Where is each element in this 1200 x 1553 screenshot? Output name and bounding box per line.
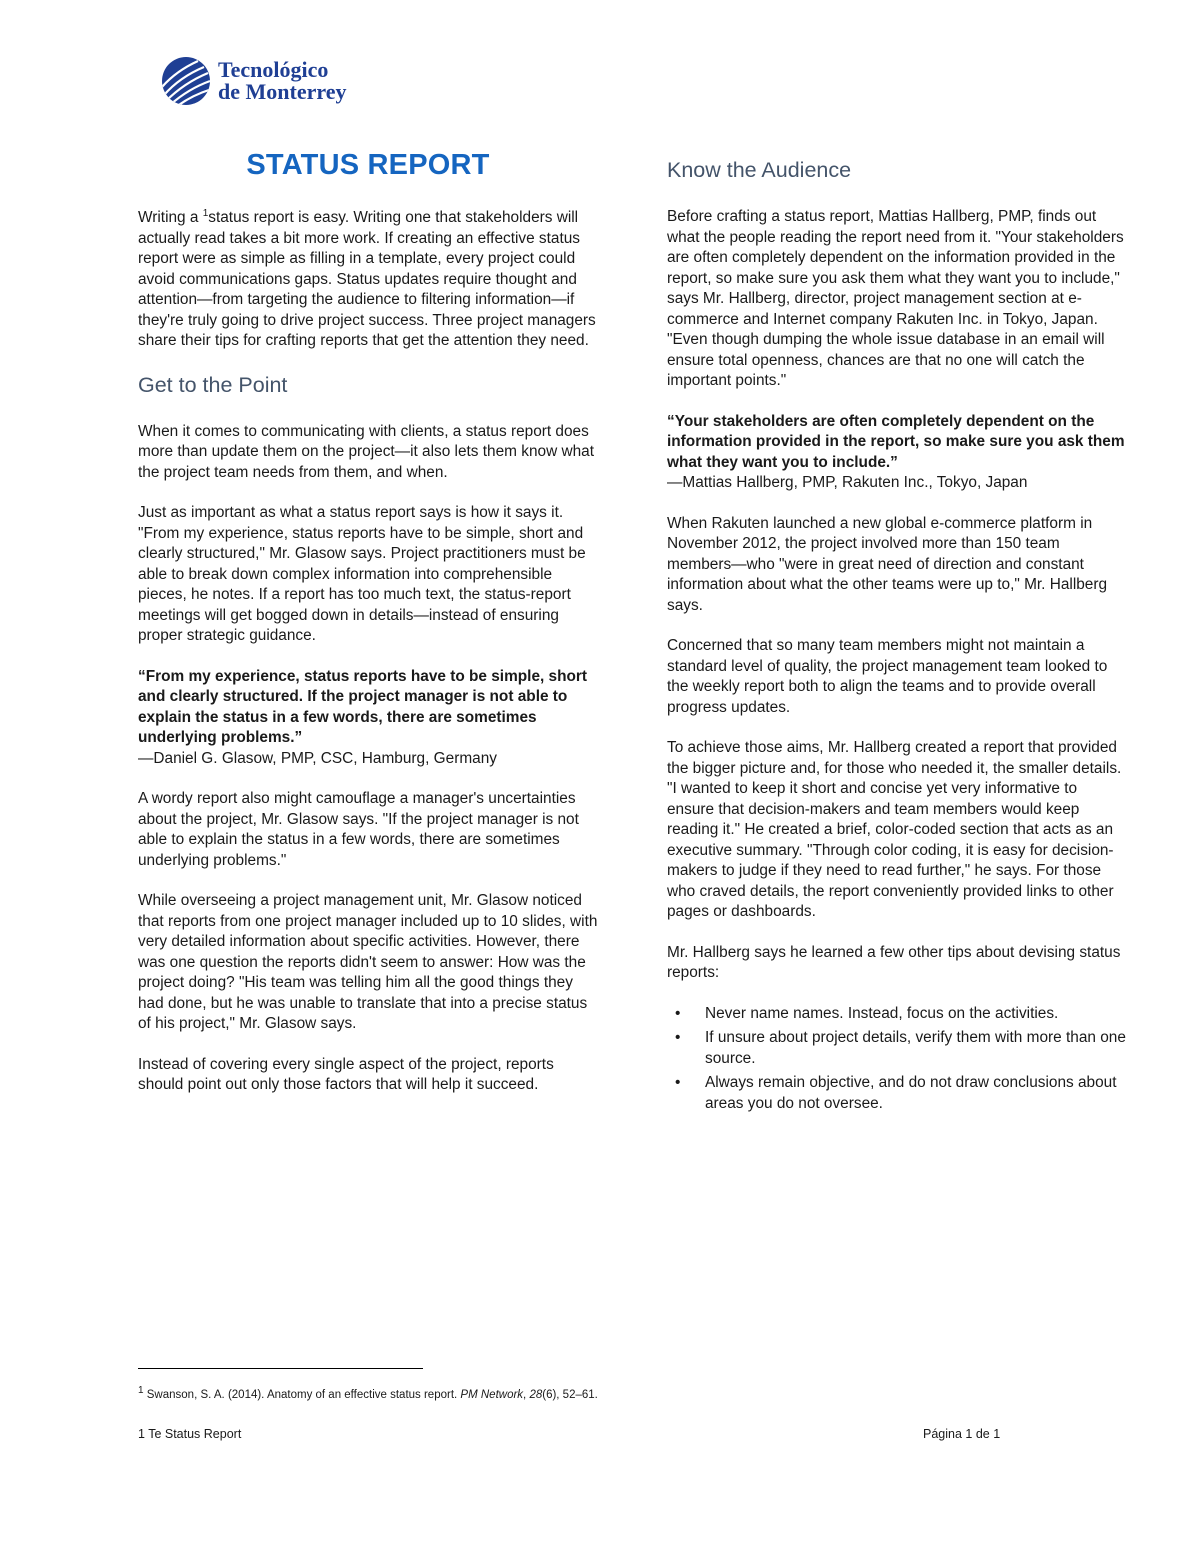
footnote-reference: 1 <box>202 208 209 219</box>
footnote-pages: , 52–61. <box>556 1388 598 1401</box>
intro-paragraph <box>138 204 598 352</box>
paragraph: Mr. Hallberg says he learned a few other tips about devising status reports: <box>667 943 1121 981</box>
logo-line-2: de Monterrey <box>218 79 347 104</box>
footer-page-number: Página 1 de 1 <box>923 1427 1001 1441</box>
list-item <box>675 1004 1127 1025</box>
right-column <box>667 145 1127 1118</box>
document-title: STATUS REPORT <box>246 149 490 181</box>
footnote-journal: PM Network <box>460 1388 524 1401</box>
logo-line-1: Tecnológico <box>218 57 329 82</box>
institution-logo <box>160 55 347 107</box>
paragraph: To achieve those aims, Mr. Hallberg created a report that provided the bigger picture and, for those who needed it, the smaller details. "I wanted to keep it short and concise yet very informative to ensure that decision-makers and team members would keep reading it." He created a brief, color-coded section that acts as an executive summary. "Through color coding, it is easy for decision-makers to judge if they need to read further," he says. For those who craved details, the report conveniently provided links to other pages or dashboards. <box>667 739 1122 920</box>
list-item-text: Never name names. Instead, focus on the activities. <box>705 1004 1059 1022</box>
footnote-authors: Swanson, S. A. (2014). Anatomy of an effective status report. <box>143 1388 461 1401</box>
footnote-issue: (6) <box>542 1388 557 1401</box>
paragraph: When it comes to communicating with clients, a status report does more than update them on the project—it also lets them know what the project team needs from them, and when. <box>138 422 594 481</box>
paragraph: Instead of covering every single aspect of the project, reports should point out only those factors that will help it succeed. <box>138 1055 554 1094</box>
section-heading-get-to-the-point: Get to the Point <box>138 372 288 397</box>
pull-quote-attribution: —Mattias Hallberg, PMP, Rakuten Inc., Tokyo, Japan <box>667 474 1028 491</box>
footnote-marker: 1 <box>138 1385 144 1396</box>
paragraph: Just as important as what a status report says is how it says it. "From my experience, status reports have to be simple, short and clearly structured," Mr. Glasow says. Project practitioners must be able to break down complex information into comprehensible pieces, he notes. If a report has too much text, the status-report meetings will get bogged down in details—instead of ensuring proper strategic guidance. <box>138 504 586 645</box>
bullet-icon: • <box>675 1004 681 1022</box>
pull-quote-text: “Your stakeholders are often completely dependent on the information provided in the report, so make sure you ask them what they want you to include.” <box>667 412 1125 471</box>
tips-list <box>667 1004 1127 1115</box>
pull-quote <box>138 667 598 770</box>
pull-quote-text: “From my experience, status reports have to be simple, short and clearly structured. If the project manager is not able to explain the status in a few words, there are sometimes underlying problems.” <box>138 667 588 747</box>
pull-quote-attribution: —Daniel G. Glasow, PMP, CSC, Hamburg, Germany <box>138 749 497 767</box>
footnote-volume: 28 <box>529 1388 543 1401</box>
paragraph: While overseeing a project management unit, Mr. Glasow noticed that reports from one project manager included up to 10 slides, with very detailed information about specific activities. However, there was one question the reports didn't seem to answer: How was the project doing? "His team was telling him all the good things they had done, but he was unable to translate that into a precise status of his project," Mr. Glasow says. <box>138 892 598 1033</box>
paragraph: Before crafting a status report, Mattias Hallberg, PMP, finds out what the people reading the report need from it. "Your stakeholders are often completely dependent on the information provided in the report, so make sure you ask them what they want you to include," says Mr. Hallberg, director, project management section at e-commerce and Internet company Rakuten Inc. in Tokyo, Japan. "Even though dumping the whole issue database in an email will ensure total openness, chances are that no one will catch the important points." <box>667 208 1124 389</box>
list-item <box>675 1073 1127 1114</box>
intro-text-a: Writing a <box>138 209 203 227</box>
bullet-icon: • <box>675 1029 681 1046</box>
left-column <box>138 145 598 1116</box>
paragraph: Concerned that so many team members might not maintain a standard level of quality, the project management team looked to the weekly report both to align the teams and to provide overall progress updates. <box>667 637 1108 716</box>
footnote-separator <box>138 1368 423 1369</box>
paragraph: When Rakuten launched a new global e-commerce platform in November 2012, the project involved more than 150 team members—who "were in great need of direction and constant information about what the other teams were up to," Mr. Hallberg says. <box>667 514 1108 614</box>
list-item <box>675 1028 1127 1069</box>
footnote-separator-text: , <box>523 1388 530 1401</box>
pull-quote <box>667 412 1127 494</box>
bullet-icon: • <box>675 1074 681 1091</box>
footnote <box>138 1382 608 1404</box>
logo-emblem-icon <box>160 55 212 107</box>
list-item-text: If unsure about project details, verify them with more than one source. <box>705 1029 1126 1067</box>
list-item-text: Always remain objective, and do not draw conclusions about areas you do not oversee. <box>705 1074 1117 1112</box>
intro-text-b: status report is easy. Writing one that stakeholders will actually read takes a bit more work. If creating an effective status report were as simple as filling in a template, every project could avoid communications gaps. Status updates require thought and attention—from targeting the audience to filtering information—if they're truly going to drive project success. Three project managers share their tips for crafting reports that get the attention they need. <box>138 209 596 350</box>
logo-wordmark <box>218 59 347 103</box>
paragraph: A wordy report also might camouflage a manager's uncertainties about the project, Mr. Glasow says. "If the project manager is not able to explain the status in a few words, there are sometimes underlying problems." <box>138 790 579 869</box>
section-heading-know-the-audience: Know the Audience <box>667 158 852 182</box>
footer-document-name: 1 Te Status Report <box>138 1427 242 1441</box>
